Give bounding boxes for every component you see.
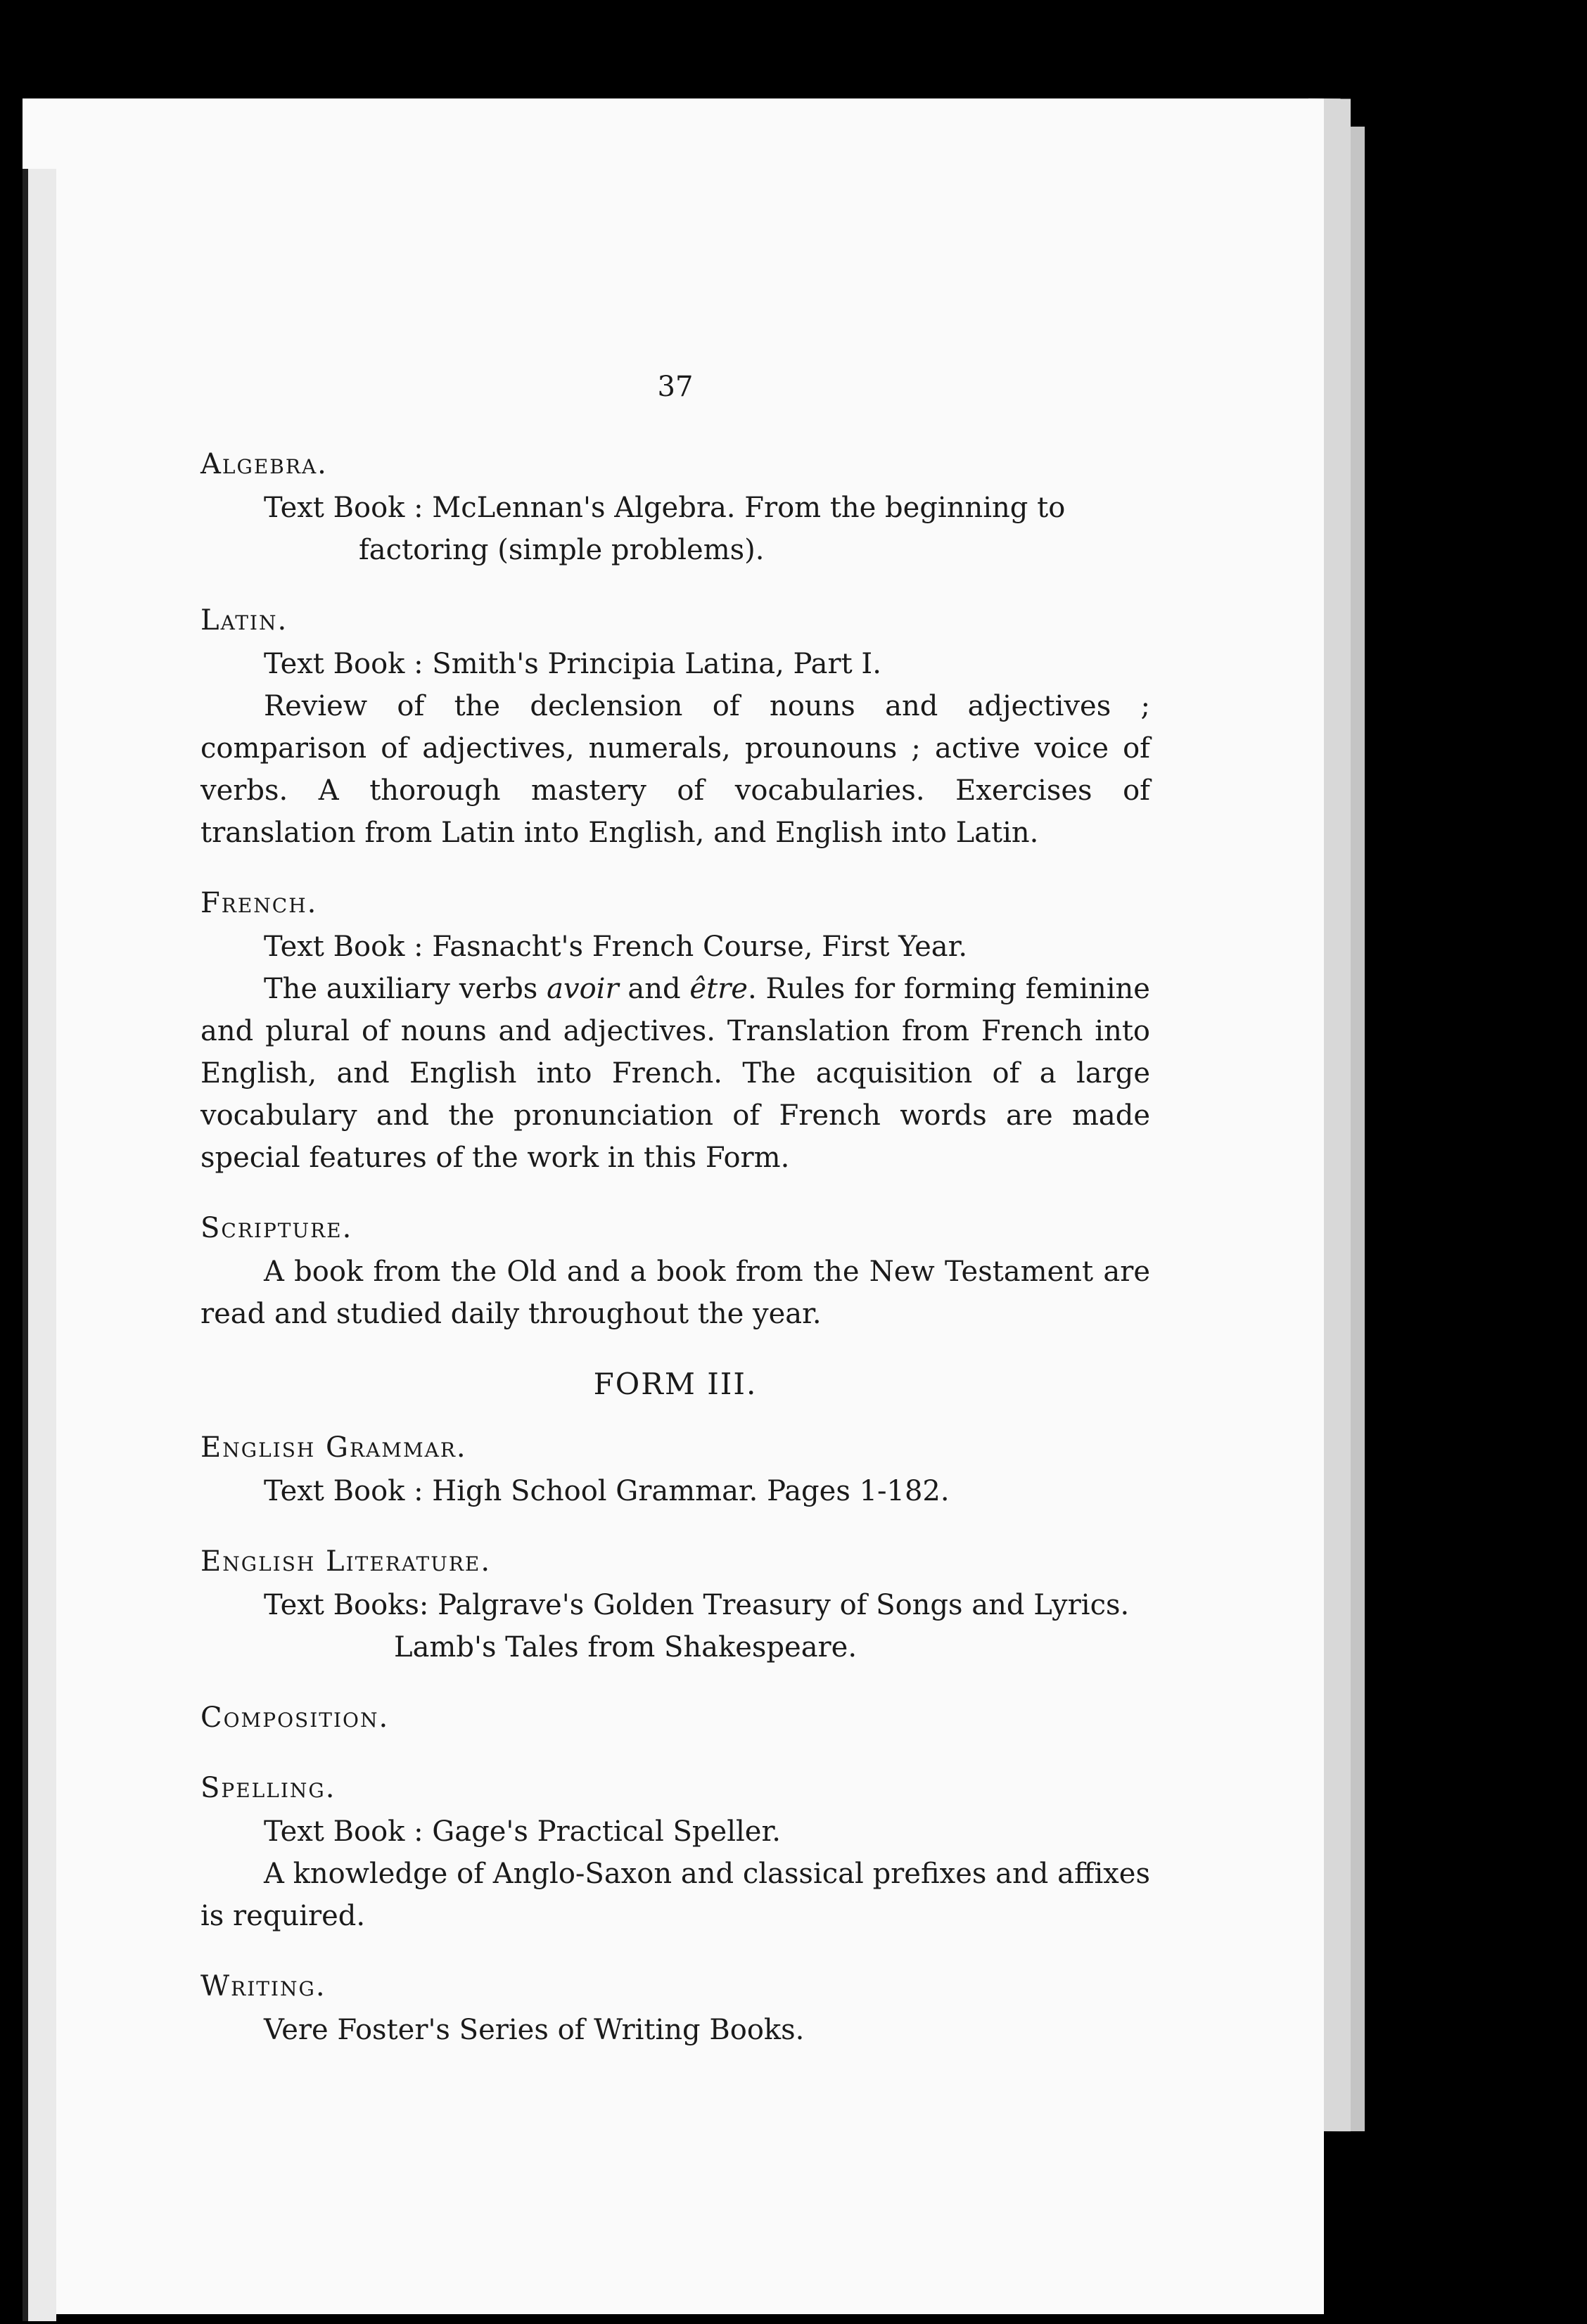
writing-books: Vere Foster's Series of Writing Books. [264, 2014, 805, 2046]
heading-composition: Composition. [200, 1702, 390, 1734]
french-paragraph [200, 968, 1150, 1179]
heading-english-literature: English Literature. [200, 1545, 492, 1578]
section-english-grammar [200, 1426, 1150, 1512]
literature-second-book: Lamb's Tales from Shakespeare. [394, 1631, 858, 1664]
french-para-start: The auxiliary verbs [264, 973, 547, 1005]
page-text [200, 366, 1150, 2079]
algebra-scope: factoring (simple problems). [359, 534, 765, 566]
scripture-paragraph: A book from the Old and a book from the New Testament are read and studied daily throughout the year. [200, 1256, 1150, 1330]
algebra-text-book: Text Book : McLennan's Algebra. From the beginning to [264, 492, 1066, 524]
french-para-rest: . Rules for forming feminine and plural of nouns and adjectives. Translation from French into English, and English into French. The acquisition of a large vocabulary and the pronunciation of French words are made special features of the work in this Form. [200, 973, 1150, 1174]
spelling-text-book: Text Book : Gage's Practical Speller. [264, 1815, 781, 1848]
french-text-book: Text Book : Fasnacht's French Course, First Year. [264, 931, 968, 963]
section-composition [200, 1697, 1150, 1739]
latin-paragraph: Review of the declension of nouns and adjectives ; comparison of adjectives, numerals, prounouns ; active voice of verbs. A thorough mastery of vocabularies. Exercises of translation from Latin into English, and English into Latin. [200, 690, 1150, 849]
heading-english-grammar: English Grammar. [200, 1431, 467, 1464]
french-and: and [618, 973, 690, 1005]
section-french [200, 882, 1150, 1179]
section-spelling [200, 1767, 1150, 1937]
section-latin [200, 599, 1150, 854]
spelling-paragraph: A knowledge of Anglo-Saxon and classical prefixes and affixes is required. [200, 1858, 1150, 1932]
literature-text-books: Text Books: Palgrave's Golden Treasury of Songs and Lyrics. [264, 1589, 1130, 1621]
section-english-literature [200, 1540, 1150, 1668]
section-scripture [200, 1207, 1150, 1335]
latin-text-book: Text Book : Smith's Principia Latina, Part I. [264, 648, 881, 680]
heading-algebra: Algebra. [200, 448, 328, 480]
book-spine [23, 169, 56, 2321]
heading-latin: Latin. [200, 604, 288, 637]
form-title: FORM III. [593, 1367, 758, 1401]
grammar-text-book: Text Book : High School Grammar. Pages 1-182. [264, 1475, 950, 1507]
heading-spelling: Spelling. [200, 1772, 336, 1804]
heading-french: French. [200, 887, 318, 919]
page-number: 37 [657, 371, 694, 403]
heading-scripture: Scripture. [200, 1212, 353, 1244]
heading-writing: Writing. [200, 1970, 326, 2003]
section-writing [200, 1965, 1150, 2051]
section-algebra [200, 443, 1150, 571]
french-etre: être [689, 973, 748, 1005]
french-avoir: avoir [547, 973, 619, 1005]
